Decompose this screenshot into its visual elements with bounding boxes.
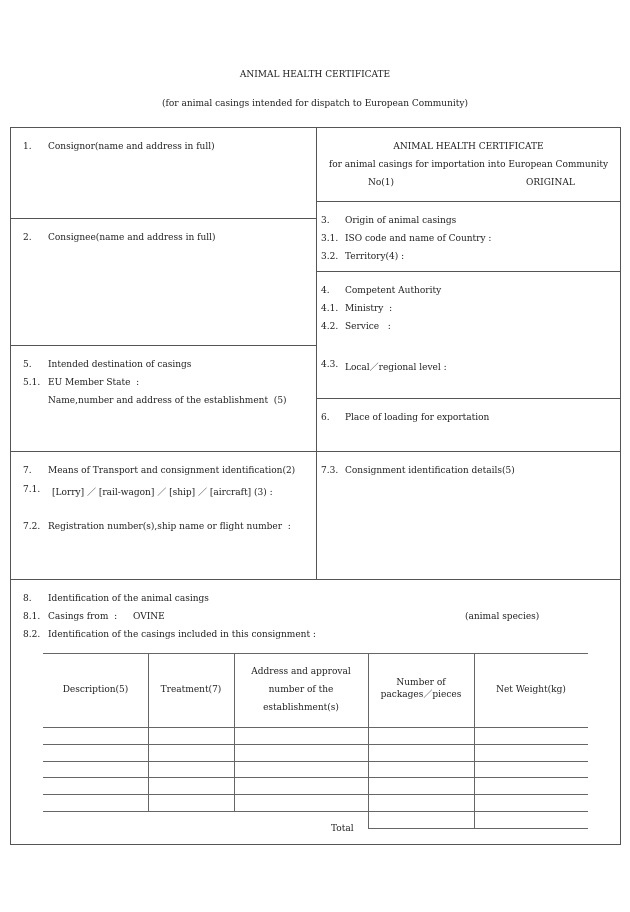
sec7-number: 7. — [23, 466, 32, 476]
sec7-1-label: [Lorry] ／ [rail-wagon] ／ [ship] ／ [aircraft] (3) : — [52, 488, 273, 498]
divider-2-5 — [10, 345, 316, 346]
sec4-1-number: 4.1. — [321, 304, 339, 314]
col-header-address-line: number of the — [268, 685, 334, 695]
col-header-address-line: establishment(s) — [263, 703, 339, 713]
page-subtitle: (for animal casings intended for dispatch to European Community) — [162, 99, 468, 109]
sec4-2-number: 4.2. — [321, 322, 339, 332]
col-header-number-line: packages／pieces — [380, 690, 462, 700]
col-header-address-line: Address and approval — [251, 667, 351, 677]
casings-species-value: OVINE — [133, 612, 165, 622]
col-header-weight: Net Weight(kg) — [496, 685, 566, 695]
sec8-1-number: 8.1. — [23, 612, 41, 622]
divider-cert-3 — [316, 201, 621, 202]
sec3-1-number: 3.1. — [321, 234, 339, 244]
table-col-rule — [474, 653, 475, 828]
sec3-2-label: Territory(4) : — [345, 252, 405, 262]
original-label: ORIGINAL — [526, 178, 575, 188]
table-col-rule — [148, 653, 149, 811]
sec6-number: 6. — [321, 413, 330, 423]
table-total-rule — [368, 828, 588, 829]
sec8-2-number: 8.2. — [23, 630, 41, 640]
cert-box-subtitle: for animal casings for importation into European Community — [328, 160, 609, 170]
divider-3-4 — [316, 271, 621, 272]
sec4-3-number: 4.3. — [321, 360, 339, 370]
sec8-number: 8. — [23, 594, 32, 604]
sec3-1-label: ISO code and name of Country : — [345, 234, 492, 244]
sec2-label: Consignee(name and address in full) — [48, 233, 216, 243]
divider-8 — [10, 579, 621, 580]
sec1-number: 1. — [23, 142, 32, 152]
sec3-number: 3. — [321, 216, 330, 226]
sec3-2-number: 3.2. — [321, 252, 339, 262]
divider-4-6 — [316, 398, 621, 399]
table-row-rule — [43, 811, 588, 812]
sec5-1-number: 5.1. — [23, 378, 41, 388]
sec7-2-number: 7.2. — [23, 522, 41, 532]
sec7-2-label: Registration number(s),ship name or flight number : — [48, 522, 291, 532]
col-header-number — [368, 677, 474, 701]
sec7-3-number: 7.3. — [321, 466, 339, 476]
table-row-rule — [43, 744, 588, 745]
sec4-number: 4. — [321, 286, 330, 296]
table-row-rule — [43, 777, 588, 778]
sec1-label: Consignor(name and address in full) — [48, 142, 215, 152]
col-header-address — [234, 663, 368, 717]
sec5-1b-label: Name,number and address of the establishment (5) — [48, 396, 287, 406]
total-label: Total — [331, 824, 354, 834]
sec6-label: Place of loading for exportation — [345, 413, 490, 423]
table-row-rule — [43, 761, 588, 762]
sec8-label: Identification of the animal casings — [48, 594, 209, 604]
cert-box-title: ANIMAL HEALTH CERTIFICATE — [393, 142, 544, 152]
table-header-rule — [43, 727, 588, 728]
col-header-treatment: Treatment(7) — [160, 685, 222, 695]
sec5-label: Intended destination of casings — [48, 360, 192, 370]
col-header-description: Description(5) — [62, 685, 129, 695]
sec4-3-label: Local／regional level : — [345, 363, 447, 373]
animal-species-note: (animal species) — [465, 612, 540, 622]
divider-1-2 — [10, 218, 316, 219]
sec2-number: 2. — [23, 233, 32, 243]
col-header-number-line: Number of — [396, 678, 446, 688]
divider-7 — [10, 451, 621, 452]
cert-number-label: No(1) — [368, 178, 395, 188]
sec3-label: Origin of animal casings — [345, 216, 457, 226]
center-divider — [316, 127, 317, 579]
sec5-1-label: EU Member State : — [48, 378, 140, 388]
sec4-label: Competent Authority — [345, 286, 442, 296]
sec7-3-label: Consignment identification details(5) — [345, 466, 515, 476]
table-row-rule — [43, 794, 588, 795]
sec5-number: 5. — [23, 360, 32, 370]
sec4-2-label: Service : — [345, 322, 391, 332]
page-title: ANIMAL HEALTH CERTIFICATE — [239, 70, 391, 80]
sec8-2-label: Identification of the casings included in this consignment : — [48, 630, 316, 640]
sec7-1-number: 7.1. — [23, 485, 41, 495]
sec7-label: Means of Transport and consignment identification(2) — [48, 466, 296, 476]
sec8-1-label: Casings from : — [48, 612, 118, 622]
table-top-rule — [43, 653, 588, 654]
sec4-1-label: Ministry : — [345, 304, 393, 314]
